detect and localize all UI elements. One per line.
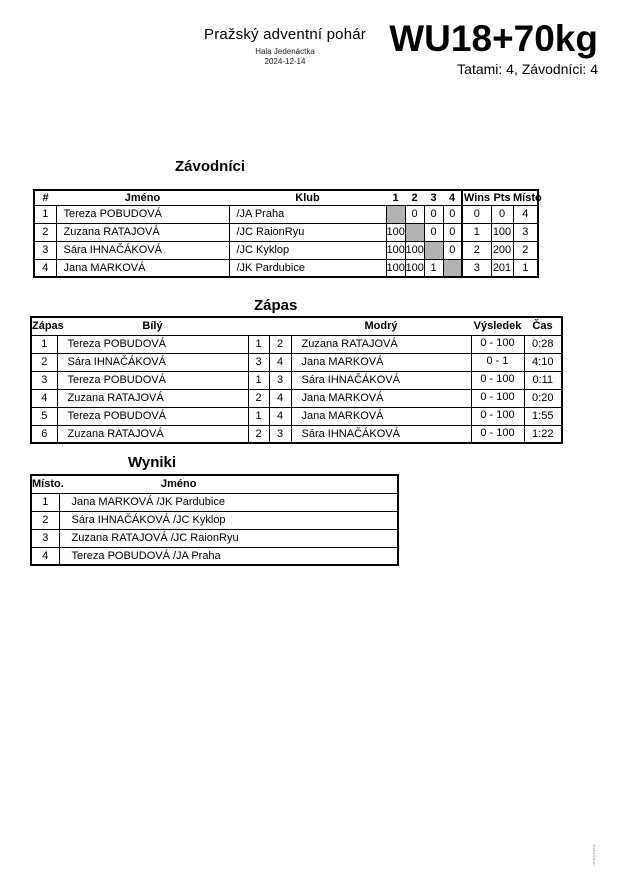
white-name: Zuzana RATAJOVÁ [57, 425, 248, 443]
result-name: Jana MARKOVÁ /JK Pardubice [59, 493, 398, 511]
match-row [31, 335, 562, 353]
competitor-row [34, 259, 538, 277]
competitor-club: /JA Praha [229, 205, 386, 223]
col-header-wins: Wins [463, 191, 491, 204]
competitor-num: 4 [34, 259, 56, 277]
blue-no: 3 [269, 425, 291, 443]
competitor-name: Zuzana RATAJOVÁ [56, 223, 229, 241]
competitor-club: /JC RaionRyu [229, 223, 386, 241]
matrix-cell: 1 [424, 259, 443, 277]
self-cell [424, 241, 443, 259]
matrix-cell: 0 [443, 205, 462, 223]
blue-name: Sára IHNAČÁKOVÁ [291, 371, 471, 389]
competitor-name: Jana MARKOVÁ [56, 259, 229, 277]
match-result: 0 - 100 [471, 389, 524, 407]
white-no: 3 [248, 353, 269, 371]
col-header-match: Zápas [31, 317, 57, 335]
competitors-section-title: Závodníci [175, 158, 246, 175]
white-no: 1 [248, 335, 269, 353]
matrix-cell: 0 [443, 241, 462, 259]
matrix-cell: 0 [443, 223, 462, 241]
col-header-white-no [248, 317, 269, 335]
results-table [30, 474, 399, 566]
competitor-num: 2 [34, 223, 56, 241]
col-header-opp4: 4 [443, 190, 462, 205]
competitor-pts: 0 [491, 205, 513, 223]
white-name: Tereza POBUDOVÁ [57, 371, 248, 389]
competitor-pts: 100 [491, 223, 513, 241]
competitor-row [34, 223, 538, 241]
col-header-name: Jméno [56, 190, 229, 205]
blue-name: Jana MARKOVÁ [291, 407, 471, 425]
match-row [31, 371, 562, 389]
event-date: 2024-12-14 [264, 57, 306, 66]
matrix-cell: 100 [386, 259, 405, 277]
match-result: 0 - 100 [471, 425, 524, 443]
result-name: Zuzana RATAJOVÁ /JC RaionRyu [59, 529, 398, 547]
match-result: 0 - 100 [471, 371, 524, 389]
match-row [31, 407, 562, 425]
white-no: 2 [248, 425, 269, 443]
competitors-header-row [34, 190, 538, 205]
category-subtitle: Tatami: 4, Závodníci: 4 [457, 61, 598, 77]
white-no: 1 [248, 371, 269, 389]
col-header-white: Bílý [57, 317, 248, 335]
col-header-blue-no [269, 317, 291, 335]
col-header-place: Místo. [31, 475, 59, 493]
match-num: 5 [31, 407, 57, 425]
competitor-place: 2 [513, 241, 538, 259]
result-row [31, 493, 398, 511]
result-name: Tereza POBUDOVÁ /JA Praha [59, 547, 398, 565]
matches-header-row [31, 317, 562, 335]
matrix-cell: 100 [405, 259, 424, 277]
competitor-name: Tereza POBUDOVÁ [56, 205, 229, 223]
blue-name: Jana MARKOVÁ [291, 353, 471, 371]
competitor-club: /JC Kyklop [229, 241, 386, 259]
competitor-wins: 2 [462, 241, 491, 259]
result-place: 2 [31, 511, 59, 529]
matrix-cell: 100 [386, 223, 405, 241]
competitor-num: 3 [34, 241, 56, 259]
matches-section-title: Zápas [254, 297, 298, 314]
blue-no: 2 [269, 335, 291, 353]
competitor-name: Sára IHNAČÁKOVÁ [56, 241, 229, 259]
match-row [31, 425, 562, 443]
matrix-cell: 0 [424, 223, 443, 241]
col-header-result: Výsledek [471, 317, 524, 335]
competitor-row [34, 241, 538, 259]
match-num: 1 [31, 335, 57, 353]
category-title: WU18+70kg [389, 18, 598, 59]
col-header-opp2: 2 [405, 190, 424, 205]
result-place: 3 [31, 529, 59, 547]
blue-name: Sára IHNAČÁKOVÁ [291, 425, 471, 443]
blue-no: 3 [269, 371, 291, 389]
competitor-place: 1 [513, 259, 538, 277]
matrix-cell: 100 [386, 241, 405, 259]
white-name: Tereza POBUDOVÁ [57, 335, 248, 353]
self-cell [405, 223, 424, 241]
matrix-cell: 100 [405, 241, 424, 259]
competitor-wins: 0 [462, 205, 491, 223]
match-time: 0:28 [524, 335, 562, 353]
category-header [389, 17, 598, 77]
match-time: 1:55 [524, 407, 562, 425]
competitor-pts: 200 [491, 241, 513, 259]
match-result: 0 - 100 [471, 335, 524, 353]
match-row [31, 353, 562, 371]
match-num: 3 [31, 371, 57, 389]
match-row [31, 389, 562, 407]
col-header-pts: Pts [491, 190, 513, 205]
result-place: 4 [31, 547, 59, 565]
results-header-row [31, 475, 398, 493]
self-cell [443, 259, 462, 277]
matrix-cell: 0 [405, 205, 424, 223]
col-header-blue: Modrý [291, 317, 471, 335]
blue-no: 4 [269, 389, 291, 407]
matches-table [30, 316, 563, 444]
match-num: 2 [31, 353, 57, 371]
match-result: 0 - 100 [471, 407, 524, 425]
blue-name: Jana MARKOVÁ [291, 389, 471, 407]
event-title: Pražský adventní pohár [204, 26, 366, 43]
result-place: 1 [31, 493, 59, 511]
col-header-time: Čas [524, 317, 562, 335]
blue-no: 4 [269, 353, 291, 371]
competitor-place: 3 [513, 223, 538, 241]
match-time: 4:10 [524, 353, 562, 371]
col-header-club: Klub [229, 190, 386, 205]
col-header-opp3: 3 [424, 190, 443, 205]
competitor-wins: 3 [462, 259, 491, 277]
result-row [31, 547, 398, 565]
white-no: 2 [248, 389, 269, 407]
result-row [31, 511, 398, 529]
matrix-cell: 0 [424, 205, 443, 223]
competitor-place: 4 [513, 205, 538, 223]
result-row [31, 529, 398, 547]
match-time: 1:22 [524, 425, 562, 443]
competitor-pts: 201 [491, 259, 513, 277]
results-section-title: Wyniki [128, 454, 177, 471]
match-num: 6 [31, 425, 57, 443]
competitor-num: 1 [34, 205, 56, 223]
match-time: 0:20 [524, 389, 562, 407]
white-no: 1 [248, 407, 269, 425]
match-time: 0:11 [524, 371, 562, 389]
blue-no: 4 [269, 407, 291, 425]
competitors-table [33, 189, 542, 278]
col-header-name: Jméno [59, 475, 398, 493]
competitor-row [34, 205, 538, 223]
col-header-num: # [34, 190, 56, 205]
white-name: Sára IHNAČÁKOVÁ [57, 353, 248, 371]
blue-name: Zuzana RATAJOVÁ [291, 335, 471, 353]
software-watermark: JudoShiai [592, 844, 597, 867]
match-result: 0 - 1 [471, 353, 524, 371]
col-header-place: Místo [513, 191, 542, 204]
col-header-opp1: 1 [386, 190, 405, 205]
result-name: Sára IHNAČÁKOVÁ /JC Kyklop [59, 511, 398, 529]
competitor-club: /JK Pardubice [229, 259, 386, 277]
event-venue: Hala Jedenáctka [255, 47, 315, 56]
competitor-wins: 1 [462, 223, 491, 241]
white-name: Zuzana RATAJOVÁ [57, 389, 248, 407]
white-name: Tereza POBUDOVÁ [57, 407, 248, 425]
self-cell [386, 205, 405, 223]
match-num: 4 [31, 389, 57, 407]
